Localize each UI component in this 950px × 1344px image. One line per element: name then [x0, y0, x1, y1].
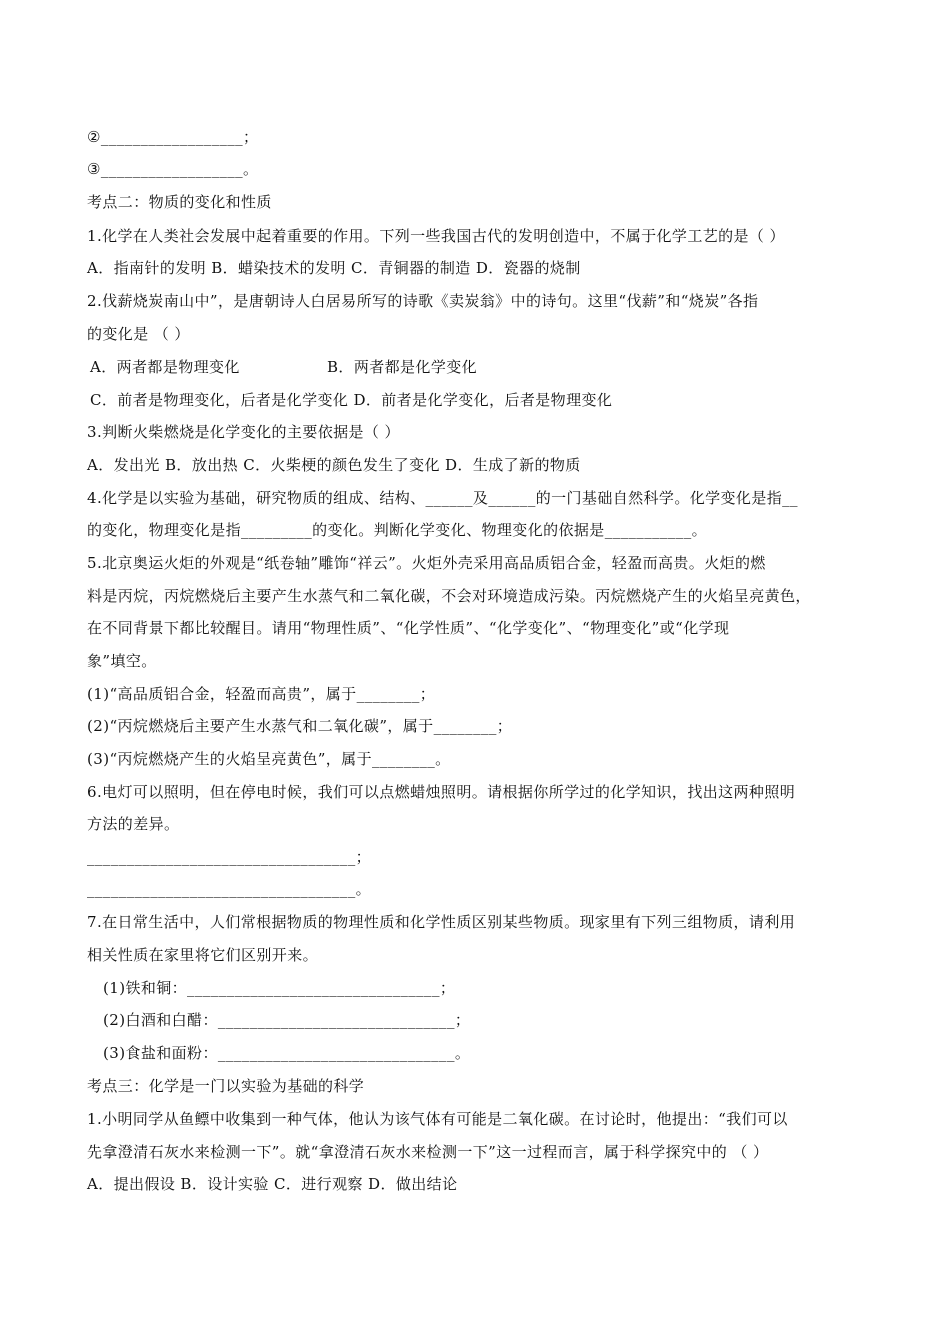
question-2-6-blank1: __________________________________；	[87, 848, 371, 866]
question-3-1-line2: 先拿澄清石灰水来检测一下”。就“拿澄清石灰水来检测一下”这一过程而言，属于科学探究中的 （ ）	[87, 1143, 769, 1161]
answer-line-2: ②__________________；	[87, 128, 259, 146]
question-2-3-stem: 3.判断火柴燃烧是化学变化的主要依据是（ ）	[87, 423, 400, 441]
question-2-3-options: A．发出光 B．放出热 C．火柴梗的颜色发生了变化 D．生成了新的物质	[87, 456, 581, 474]
question-2-7-sub2: (2)白酒和白醋：______________________________；	[103, 1011, 471, 1029]
question-2-7-line1: 7.在日常生活中，人们常根据物质的物理性质和化学性质区别某些物质。现家里有下列三组物质，请利用	[87, 913, 796, 931]
question-2-5-sub2: (2)“丙烷燃烧后主要产生水蒸气和二氧化碳”，属于________；	[87, 717, 513, 735]
question-3-1-options: A．提出假设 B．设计实验 C．进行观察 D．做出结论	[87, 1175, 458, 1193]
question-2-4-line2: 的变化，物理变化是指_________的变化。判断化学变化、物理变化的依据是___________。	[87, 521, 708, 539]
question-2-7-sub1: (1)铁和铜：________________________________；	[103, 979, 456, 997]
question-2-2-option-b: B．两者都是化学变化	[327, 358, 478, 376]
question-3-1-line1: 1.小明同学从鱼鳔中收集到一种气体，他认为该气体有可能是二氧化碳。在讨论时，他提出：“我们可以	[87, 1110, 788, 1128]
question-2-5-line2: 料是丙烷，丙烷燃烧后主要产生水蒸气和二氧化碳，不会对环境造成污染。丙烷燃烧产生的火焰呈亮黄色，	[87, 587, 811, 605]
section-heading-2: 考点二：物质的变化和性质	[87, 193, 272, 211]
question-2-2-option-cd: C．前者是物理变化，后者是化学变化 D．前者是化学变化，后者是物理变化	[90, 391, 613, 409]
question-2-2-stem-line2: 的变化是 （ ）	[87, 325, 190, 343]
question-2-4-line1: 4.化学是以实验为基础，研究物质的组成、结构、______及______的一门基础自然科学。化学变化是指__	[87, 489, 798, 507]
question-2-1-options: A．指南针的发明 B．蜡染技术的发明 C．青铜器的制造 D．瓷器的烧制	[87, 259, 581, 277]
question-2-2-stem-line1: 2.伐薪烧炭南山中”，是唐朝诗人白居易所写的诗歌《卖炭翁》中的诗句。这里“伐薪”和“烧炭”各指	[87, 292, 759, 310]
question-2-2-option-a: A．两者都是物理变化	[90, 358, 240, 376]
question-2-7-sub3: (3)食盐和面粉：______________________________。	[103, 1044, 471, 1062]
question-2-5-line1: 5.北京奥运火炬的外观是“纸卷轴”雕饰“祥云”。火炬外壳采用高品质铝合金，轻盈而高贵。火炬的燃	[87, 554, 766, 572]
question-2-6-blank2: __________________________________。	[87, 880, 371, 898]
question-2-5-line4: 象”填空。	[87, 652, 157, 670]
section-heading-3: 考点三：化学是一门以实验为基础的科学	[87, 1077, 365, 1095]
answer-line-3: ③__________________。	[87, 160, 259, 178]
question-2-1-stem: 1.化学在人类社会发展中起着重要的作用。下列一些我国古代的发明创造中，不属于化学工艺的是（ ）	[87, 227, 785, 245]
question-2-7-line2: 相关性质在家里将它们区别开来。	[87, 946, 319, 964]
question-2-6-line1: 6.电灯可以照明，但在停电时候，我们可以点燃蜡烛照明。请根据你所学过的化学知识，找出这两种照明	[87, 783, 796, 801]
question-2-6-line2: 方法的差异。	[87, 815, 180, 833]
question-2-5-line3: 在不同背景下都比较醒目。请用“物理性质”、“化学性质”、“化学变化”、“物理变化”或“化学现	[87, 619, 730, 637]
question-2-5-sub1: (1)“高品质铝合金，轻盈而高贵”，属于________；	[87, 685, 436, 703]
question-2-5-sub3: (3)“丙烷燃烧产生的火焰呈亮黄色”，属于________。	[87, 750, 451, 768]
